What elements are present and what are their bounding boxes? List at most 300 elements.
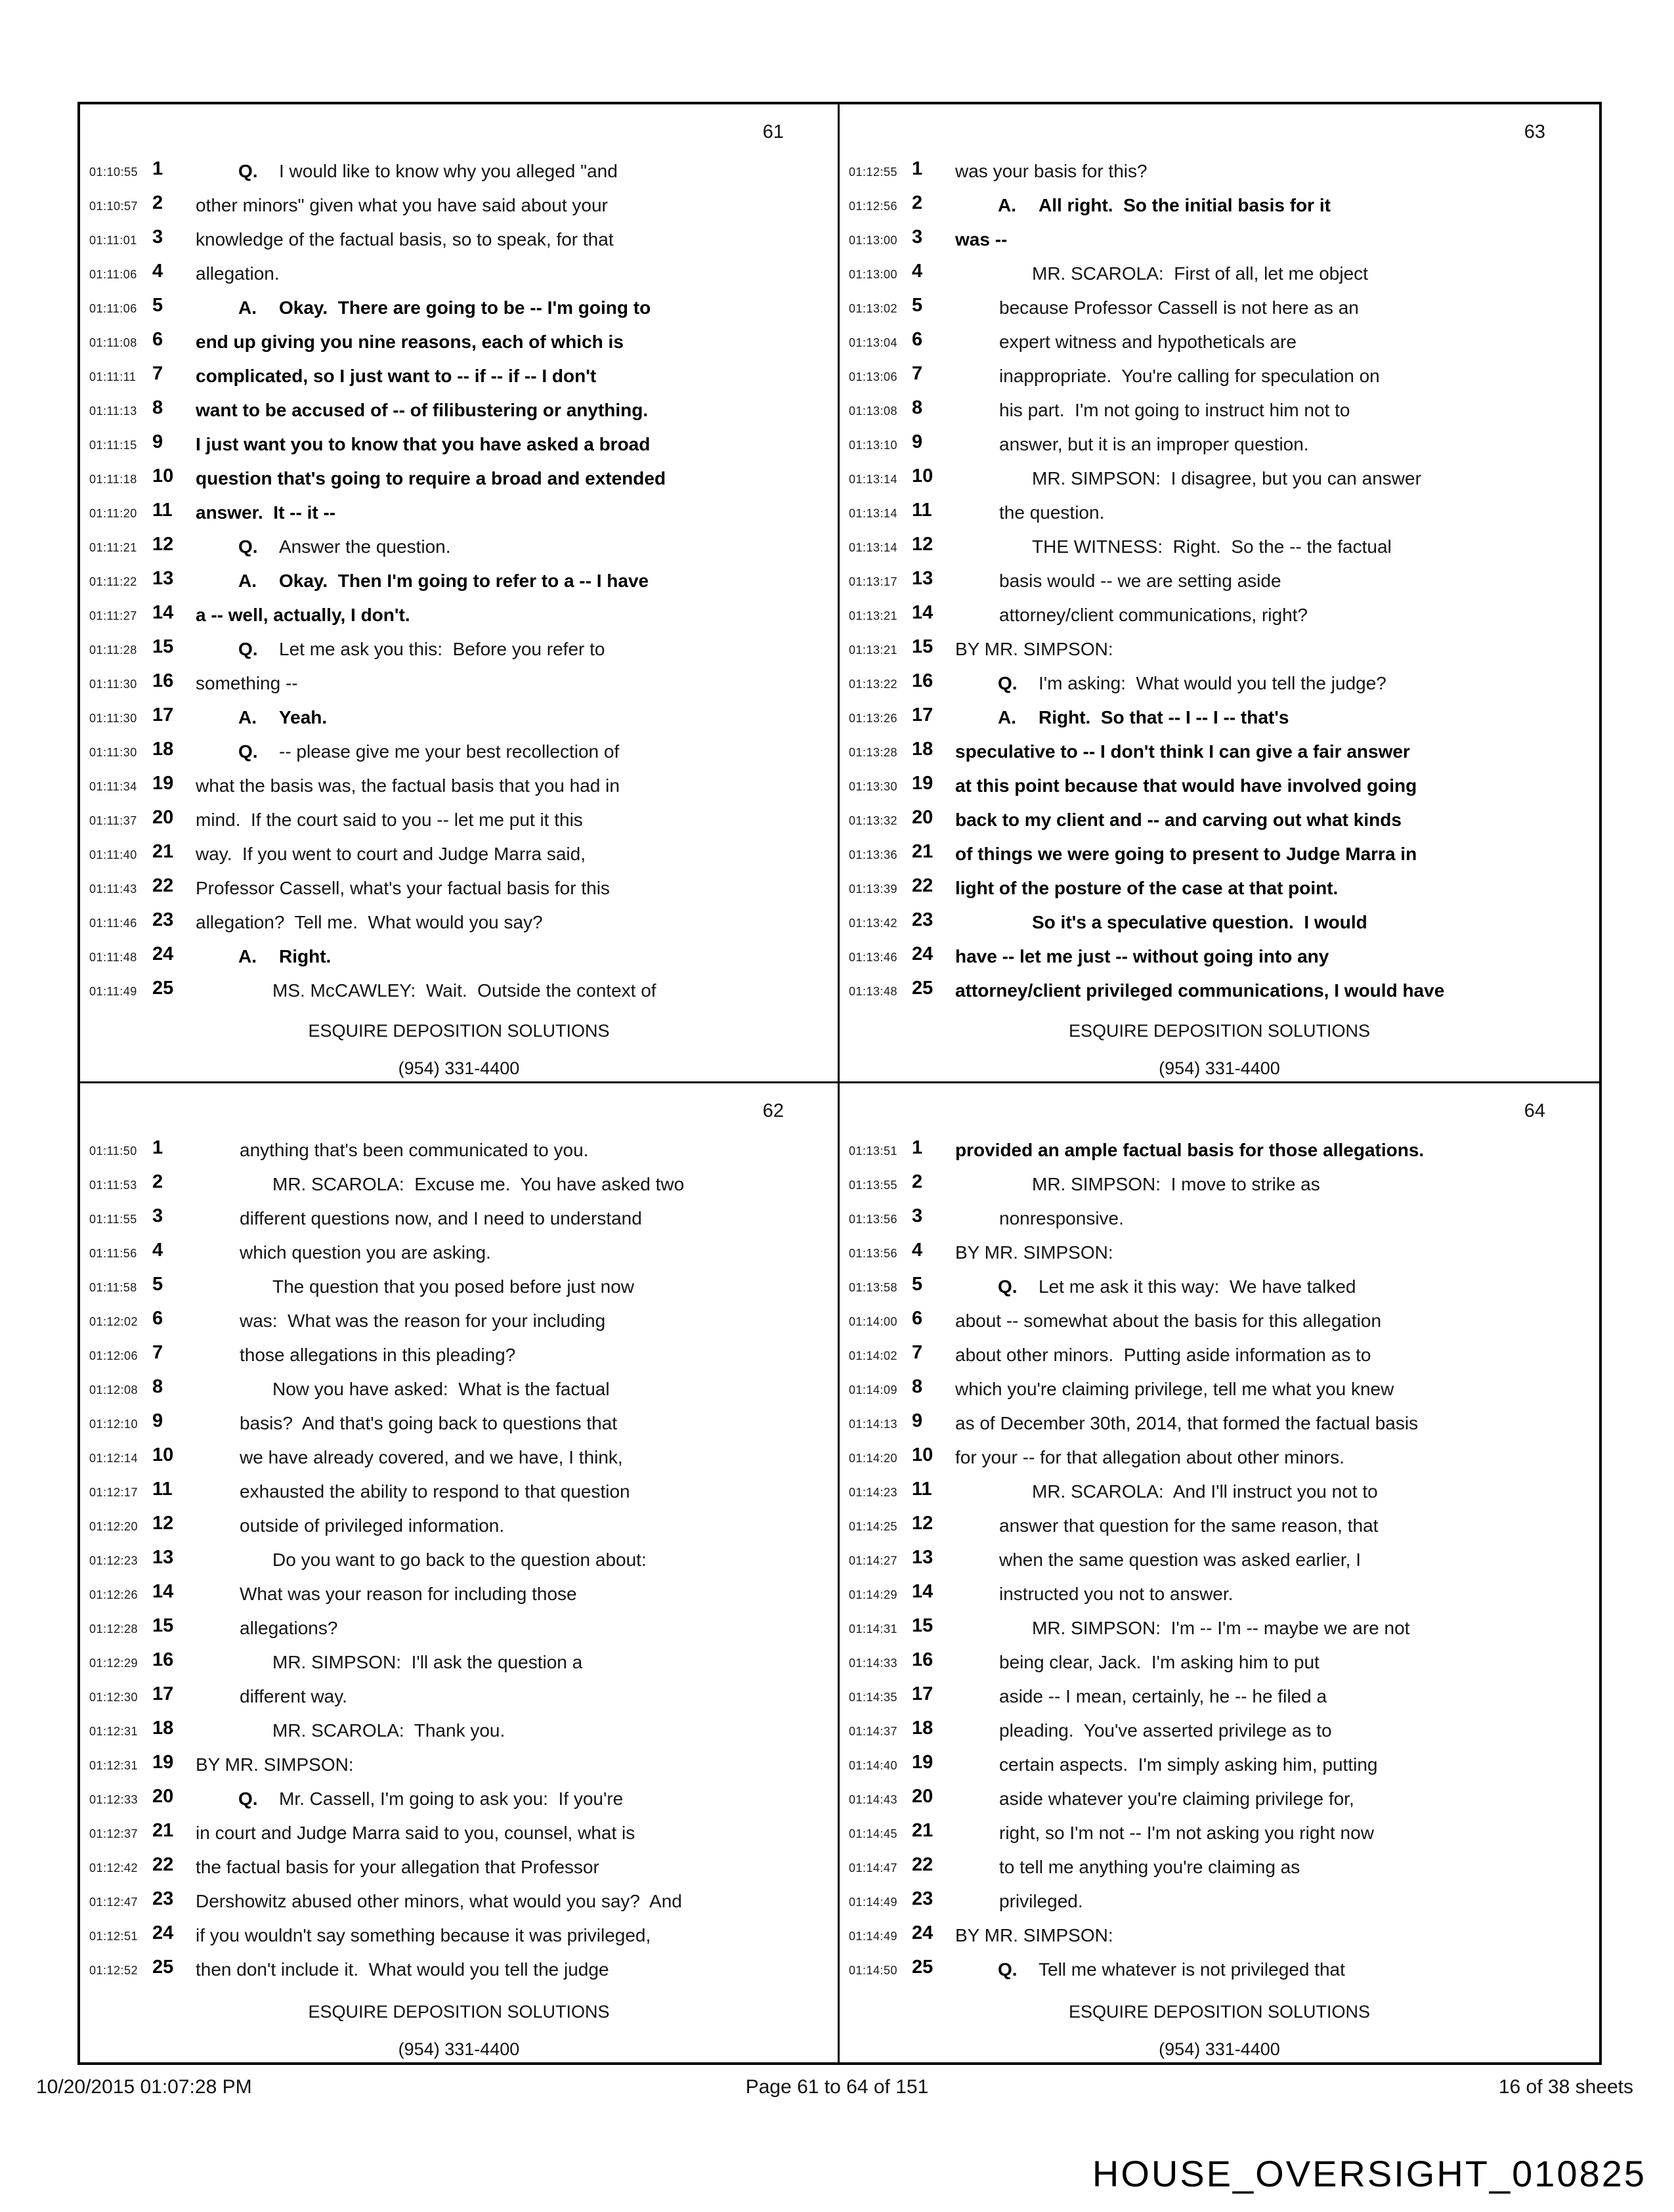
line-text: MR. SIMPSON: I move to strike as (1032, 1174, 1320, 1194)
line-text: way. If you went to court and Judge Marra said, (196, 844, 586, 864)
timestamp: 01:11:18 (89, 473, 137, 486)
timestamp: 01:12:55 (849, 165, 898, 179)
line-text: nonresponsive. (999, 1208, 1124, 1228)
timestamp: 01:14:27 (849, 1554, 898, 1567)
line-number: 19 (152, 773, 174, 794)
line-text: BY MR. SIMPSON: (955, 639, 1113, 659)
line-text: BY MR. SIMPSON: (955, 1925, 1113, 1945)
reporter-phone: (954) 331-4400 (1159, 1058, 1280, 1078)
line-number: 1 (152, 158, 163, 179)
timestamp: 01:13:02 (849, 302, 898, 315)
line-text: speculative to -- I don't think I can give a fair answer (955, 741, 1410, 762)
reporter-name: ESQUIRE DEPOSITION SOLUTIONS (308, 2002, 610, 2022)
qa-label: A. (998, 195, 1016, 215)
transcript-line (80, 1476, 838, 1510)
transcript-line (840, 1920, 1599, 1954)
timestamp: 01:12:30 (89, 1691, 139, 1704)
line-number: 19 (152, 1752, 174, 1773)
line-number: 8 (152, 397, 163, 418)
transcript-line (80, 1715, 838, 1749)
line-text: Q. Let me ask you this: Before you refer to (238, 639, 605, 659)
timestamp: 01:13:46 (849, 951, 898, 964)
timestamp: 01:11:13 (89, 404, 137, 418)
timestamp: 01:13:51 (849, 1144, 898, 1158)
line-number: 22 (152, 875, 174, 896)
line-number: 18 (152, 1718, 174, 1739)
reporter-name: ESQUIRE DEPOSITION SOLUTIONS (1068, 1021, 1371, 1041)
transcript-line (80, 873, 838, 907)
line-number: 12 (152, 1513, 174, 1534)
timestamp: 01:13:42 (849, 917, 898, 930)
line-number: 4 (152, 1240, 163, 1261)
line-number: 9 (912, 1410, 923, 1431)
line-number: 6 (912, 329, 923, 350)
page-number: 63 (1524, 121, 1545, 142)
line-number: 21 (152, 841, 174, 862)
line-number: 3 (152, 227, 163, 248)
timestamp: 01:12:28 (89, 1622, 139, 1636)
timestamp: 01:12:33 (89, 1793, 139, 1806)
line-number: 11 (152, 1479, 173, 1500)
timestamp: 01:13:30 (849, 780, 898, 793)
timestamp: 01:12:29 (89, 1657, 139, 1670)
transcript-line (80, 1408, 838, 1442)
transcript-line (80, 1647, 838, 1681)
page-number: 62 (762, 1100, 784, 1121)
line-text: if you wouldn't say something because it was privileged, (196, 1925, 651, 1945)
transcript-line (80, 1339, 838, 1374)
timestamp: 01:12:08 (89, 1383, 139, 1397)
timestamp: 01:14:02 (849, 1349, 898, 1362)
line-number: 15 (912, 1615, 934, 1636)
line-number: 13 (152, 1547, 174, 1568)
bates-stamp: HOUSE_OVERSIGHT_010825 (1092, 2153, 1646, 2194)
line-number: 2 (912, 192, 923, 213)
transcript-page-61 (80, 104, 840, 1083)
timestamp: 01:14:49 (849, 1930, 898, 1943)
timestamp: 01:13:26 (849, 712, 898, 725)
timestamp: 01:11:50 (89, 1144, 137, 1158)
reporter-phone: (954) 331-4400 (398, 2039, 520, 2059)
line-number: 25 (912, 978, 934, 999)
timestamp: 01:12:31 (89, 1759, 139, 1772)
line-text: which question you are asking. (240, 1242, 491, 1263)
line-number: 17 (152, 705, 174, 726)
transcript-line (80, 326, 838, 360)
transcript-line (840, 1237, 1599, 1271)
line-text: THE WITNESS: Right. So the -- the factual (1032, 536, 1392, 557)
transcript-line (840, 1408, 1599, 1442)
transcript-line (80, 1886, 838, 1920)
reporter-name: ESQUIRE DEPOSITION SOLUTIONS (308, 1021, 610, 1041)
reporter-name: ESQUIRE DEPOSITION SOLUTIONS (1068, 2002, 1371, 2022)
timestamp: 01:12:47 (89, 1896, 139, 1909)
transcript-line (840, 1886, 1599, 1920)
transcript-line (840, 258, 1599, 292)
transcript-line (840, 1647, 1599, 1681)
transcript-line (80, 736, 838, 770)
transcript-line (840, 326, 1599, 360)
line-number: 11 (912, 1479, 932, 1500)
line-number: 14 (152, 602, 174, 623)
line-text: provided an ample factual basis for those allegations. (955, 1140, 1425, 1160)
timestamp: 01:12:26 (89, 1588, 139, 1601)
timestamp: 01:13:55 (849, 1179, 898, 1192)
line-text: A. Okay. There are going to be -- I'm going to (238, 297, 651, 318)
transcript-line (80, 1783, 838, 1817)
line-text: at this point because that would have involved going (955, 775, 1417, 796)
timestamp: 01:13:17 (849, 575, 898, 588)
line-text: have -- let me just -- without going into any (955, 946, 1329, 966)
transcript-line (840, 1203, 1599, 1237)
timestamp: 01:14:13 (849, 1418, 898, 1431)
transcript-page-64 (840, 1083, 1599, 2062)
line-text: Q. Mr. Cassell, I'm going to ask you: If you're (238, 1789, 624, 1809)
line-number: 18 (912, 739, 934, 760)
timestamp: 01:14:43 (849, 1793, 898, 1806)
line-number: 5 (152, 295, 163, 316)
line-text: complicated, so I just want to -- if -- if -- I don't (196, 366, 597, 386)
reporter-phone: (954) 331-4400 (1159, 2039, 1280, 2059)
transcript-line (80, 463, 838, 497)
line-text: what the basis was, the factual basis that you had in (196, 775, 620, 796)
line-text: A. All right. So the initial basis for it (998, 195, 1331, 215)
line-text: was your basis for this? (955, 161, 1148, 181)
line-text: which you're claiming privilege, tell me what you knew (955, 1379, 1394, 1399)
timestamp: 01:11:30 (89, 712, 137, 725)
timestamp: 01:11:58 (89, 1281, 137, 1294)
timestamp: 01:11:30 (89, 678, 137, 691)
line-text: we have already covered, and we have, I think, (240, 1447, 623, 1467)
timestamp: 01:12:23 (89, 1554, 139, 1567)
line-text: basis? And that's going back to questions that (240, 1413, 618, 1433)
timestamp: 01:14:47 (849, 1861, 898, 1875)
line-number: 7 (152, 363, 163, 384)
timestamp: 01:12:17 (89, 1486, 139, 1499)
timestamp: 01:14:49 (849, 1896, 898, 1909)
line-number: 21 (152, 1820, 174, 1841)
line-number: 5 (152, 1274, 163, 1295)
timestamp: 01:11:40 (89, 848, 137, 861)
transcript-line (840, 156, 1599, 190)
timestamp: 01:13:04 (849, 336, 898, 349)
transcript-line (80, 838, 838, 873)
timestamp: 01:11:30 (89, 746, 137, 759)
transcript-line (840, 1681, 1599, 1715)
line-number: 8 (912, 1376, 923, 1397)
line-number: 7 (912, 1342, 923, 1363)
line-number: 5 (912, 1274, 923, 1295)
timestamp: 01:13:36 (849, 848, 898, 861)
line-text: something -- (196, 673, 298, 693)
timestamp: 01:11:21 (89, 541, 137, 554)
transcript-line (840, 1954, 1599, 1988)
timestamp: 01:12:42 (89, 1861, 139, 1875)
timestamp: 01:14:31 (849, 1622, 898, 1636)
line-number: 2 (152, 1171, 163, 1192)
transcript-line (840, 702, 1599, 736)
line-text: instructed you not to answer. (999, 1584, 1234, 1604)
transcript-line (80, 907, 838, 941)
timestamp: 01:14:40 (849, 1759, 898, 1772)
qa-label: Q. (998, 673, 1018, 693)
line-number: 11 (912, 500, 932, 521)
transcript-sheet (77, 102, 1602, 2065)
line-text: those allegations in this pleading? (240, 1345, 516, 1365)
line-text: was: What was the reason for your including (240, 1311, 606, 1331)
line-text: A. Okay. Then I'm going to refer to a -- I have (238, 571, 649, 591)
line-text: What was your reason for including those (240, 1584, 577, 1604)
line-number: 10 (152, 1444, 174, 1465)
line-number: 13 (912, 1547, 934, 1568)
transcript-line (840, 1817, 1599, 1852)
transcript-lines (80, 1135, 838, 1988)
timestamp: 01:12:51 (89, 1930, 139, 1943)
line-number: 11 (152, 500, 173, 521)
line-text: MS. McCAWLEY: Wait. Outside the context of (272, 980, 656, 1001)
qa-label: Q. (238, 1789, 258, 1809)
transcript-line (80, 668, 838, 702)
line-text: the factual basis for your allegation that Professor (196, 1857, 599, 1877)
line-number: 17 (912, 705, 934, 726)
line-text: allegation? Tell me. What would you say? (196, 912, 543, 932)
timestamp: 01:14:29 (849, 1588, 898, 1601)
qa-label: Q. (238, 741, 258, 762)
transcript-line (80, 360, 838, 395)
line-text: right, so I'm not -- I'm not asking you right now (999, 1823, 1374, 1843)
transcript-line (840, 1271, 1599, 1305)
line-text: Dershowitz abused other minors, what would you say? And (196, 1891, 682, 1911)
line-number: 10 (152, 466, 174, 487)
transcript-line (840, 804, 1599, 838)
transcript-line (80, 1920, 838, 1954)
line-number: 4 (152, 261, 163, 282)
timestamp: 01:12:14 (89, 1452, 139, 1465)
line-number: 8 (912, 397, 923, 418)
line-text: different way. (240, 1686, 347, 1706)
transcript-line (80, 1305, 838, 1339)
transcript-line (80, 224, 838, 258)
transcript-line (80, 975, 838, 1009)
reporter-phone: (954) 331-4400 (398, 1058, 520, 1078)
transcript-line (840, 770, 1599, 804)
line-number: 3 (912, 1205, 923, 1226)
qa-label: Q. (998, 1959, 1018, 1980)
line-text: question that's going to require a broad and extended (196, 468, 666, 488)
line-text: mind. If the court said to you -- let me put it this (196, 810, 583, 830)
timestamp: 01:11:56 (89, 1247, 137, 1260)
transcript-line (80, 531, 838, 565)
timestamp: 01:14:09 (849, 1383, 898, 1397)
line-text: expert witness and hypotheticals are (999, 332, 1297, 352)
line-text: Q. -- please give me your best recollection of (238, 741, 620, 762)
transcript-line (840, 292, 1599, 326)
reporter-footer (80, 1021, 838, 1079)
timestamp: 01:11:22 (89, 575, 137, 588)
reporter-footer (840, 1021, 1599, 1079)
line-text: different questions now, and I need to understand (240, 1208, 642, 1228)
timestamp: 01:11:06 (89, 268, 137, 281)
line-number: 9 (152, 431, 163, 452)
line-number: 19 (912, 1752, 934, 1773)
line-text: aside -- I mean, certainly, he -- he filed a (999, 1686, 1327, 1706)
line-number: 22 (912, 1854, 934, 1875)
transcript-line (840, 429, 1599, 463)
timestamp: 01:14:25 (849, 1520, 898, 1533)
timestamp: 01:10:55 (89, 165, 139, 179)
line-text: anything that's been communicated to you. (240, 1140, 589, 1160)
footer-sheet-count: 16 of 38 sheets (1498, 2076, 1633, 2098)
transcript-line (80, 1817, 838, 1852)
line-number: 22 (152, 1854, 174, 1875)
timestamp: 01:11:37 (89, 814, 137, 827)
line-number: 12 (152, 534, 174, 555)
timestamp: 01:13:22 (849, 678, 898, 691)
timestamp: 01:13:28 (849, 746, 898, 759)
timestamp: 01:14:35 (849, 1691, 898, 1704)
timestamp: 01:12:10 (89, 1418, 139, 1431)
transcript-line (840, 736, 1599, 770)
transcript-line (80, 1169, 838, 1203)
line-number: 1 (912, 158, 923, 179)
line-text: attorney/client privileged communications, I would have (955, 980, 1445, 1001)
timestamp: 01:11:46 (89, 917, 137, 930)
timestamp: 01:12:31 (89, 1725, 139, 1738)
line-number: 16 (152, 1649, 174, 1670)
transcript-line (840, 1135, 1599, 1169)
qa-label: A. (238, 571, 257, 591)
timestamp: 01:11:20 (89, 507, 137, 520)
line-text: outside of privileged information. (240, 1515, 505, 1536)
transcript-line (80, 1749, 838, 1783)
transcript-line (840, 1442, 1599, 1476)
line-text: Professor Cassell, what's your factual basis for this (196, 878, 610, 898)
timestamp: 01:12:20 (89, 1520, 139, 1533)
line-number: 9 (912, 431, 923, 452)
transcript-line (840, 1510, 1599, 1544)
timestamp: 01:13:06 (849, 370, 898, 383)
line-number: 16 (912, 670, 934, 691)
line-number: 5 (912, 295, 923, 316)
transcript-line (80, 1954, 838, 1988)
timestamp: 01:12:56 (849, 200, 898, 213)
line-number: 7 (152, 1342, 163, 1363)
timestamp: 01:11:43 (89, 882, 137, 896)
line-number: 12 (912, 534, 934, 555)
reporter-footer (840, 2002, 1599, 2060)
transcript-line (80, 599, 838, 634)
transcript-line (80, 1578, 838, 1613)
transcript-line (840, 1374, 1599, 1408)
line-number: 14 (912, 1581, 934, 1602)
line-text: BY MR. SIMPSON: (196, 1754, 354, 1775)
timestamp: 01:13:48 (849, 985, 898, 998)
line-text: of things we were going to present to Judge Marra in (955, 844, 1417, 864)
line-number: 10 (912, 1444, 934, 1465)
line-text: back to my client and -- and carving out what kinds (955, 810, 1402, 830)
line-text: then don't include it. What would you tell the judge (196, 1959, 609, 1980)
transcript-line (80, 1681, 838, 1715)
transcript-page-63 (840, 104, 1599, 1083)
timestamp: 01:11:34 (89, 780, 137, 793)
line-number: 23 (152, 1888, 174, 1909)
line-text: The question that you posed before just now (272, 1276, 635, 1297)
line-number: 6 (152, 329, 163, 350)
timestamp: 01:14:20 (849, 1452, 898, 1465)
line-text: the question. (999, 502, 1105, 523)
transcript-line (840, 1476, 1599, 1510)
line-text: other minors" given what you have said about your (196, 195, 608, 215)
transcript-line (840, 941, 1599, 975)
line-number: 4 (912, 261, 923, 282)
timestamp: 01:12:02 (89, 1315, 139, 1328)
timestamp: 01:11:11 (89, 370, 137, 383)
line-number: 3 (152, 1205, 163, 1226)
line-number: 20 (912, 1786, 934, 1807)
line-number: 1 (152, 1137, 163, 1158)
transcript-line (80, 1203, 838, 1237)
line-number: 25 (152, 1957, 174, 1978)
line-text: allegation. (196, 263, 280, 284)
transcript-line (840, 224, 1599, 258)
line-text: MR. SCAROLA: And I'll instruct you not to (1032, 1481, 1378, 1502)
line-text: knowledge of the factual basis, so to speak, for that (196, 229, 614, 249)
transcript-line (840, 1749, 1599, 1783)
transcript-line (840, 1544, 1599, 1578)
qa-label: Q. (238, 536, 258, 557)
line-text: I just want you to know that you have asked a broad (196, 434, 651, 454)
transcript-line (840, 1169, 1599, 1203)
transcript-line (80, 1237, 838, 1271)
line-text: MR. SIMPSON: I disagree, but you can answer (1032, 468, 1421, 488)
timestamp: 01:12:52 (89, 1964, 139, 1977)
line-text: allegations? (240, 1618, 338, 1638)
timestamp: 01:13:14 (849, 507, 898, 520)
timestamp: 01:13:10 (849, 439, 898, 452)
line-number: 13 (152, 568, 174, 589)
timestamp: 01:11:55 (89, 1213, 137, 1226)
transcript-line (80, 1442, 838, 1476)
timestamp: 01:10:57 (89, 200, 139, 213)
line-text: So it's a speculative question. I would (1032, 912, 1367, 932)
line-text: exhausted the ability to respond to that question (240, 1481, 630, 1502)
line-number: 6 (152, 1308, 163, 1329)
line-number: 18 (912, 1718, 934, 1739)
qa-label: A. (238, 707, 257, 727)
transcript-line (840, 1305, 1599, 1339)
line-text: Q. Let me ask it this way: We have talked (998, 1276, 1356, 1297)
qa-label: A. (238, 946, 257, 966)
line-number: 25 (912, 1957, 934, 1978)
line-number: 20 (912, 807, 934, 828)
line-number: 2 (152, 192, 163, 213)
line-number: 23 (912, 909, 934, 930)
line-number: 16 (912, 1649, 934, 1670)
line-number: 24 (912, 1922, 934, 1943)
transcript-line (840, 1783, 1599, 1817)
footer-page-range: Page 61 to 64 of 151 (745, 2076, 929, 2098)
timestamp: 01:12:06 (89, 1349, 139, 1362)
transcript-line (80, 156, 838, 190)
transcript-line (840, 565, 1599, 599)
line-number: 2 (912, 1171, 923, 1192)
transcript-line (80, 565, 838, 599)
line-number: 23 (152, 909, 174, 930)
line-text: privileged. (999, 1891, 1083, 1911)
line-number: 10 (912, 466, 934, 487)
timestamp: 01:14:00 (849, 1315, 898, 1328)
line-text: end up giving you nine reasons, each of which is (196, 332, 624, 352)
